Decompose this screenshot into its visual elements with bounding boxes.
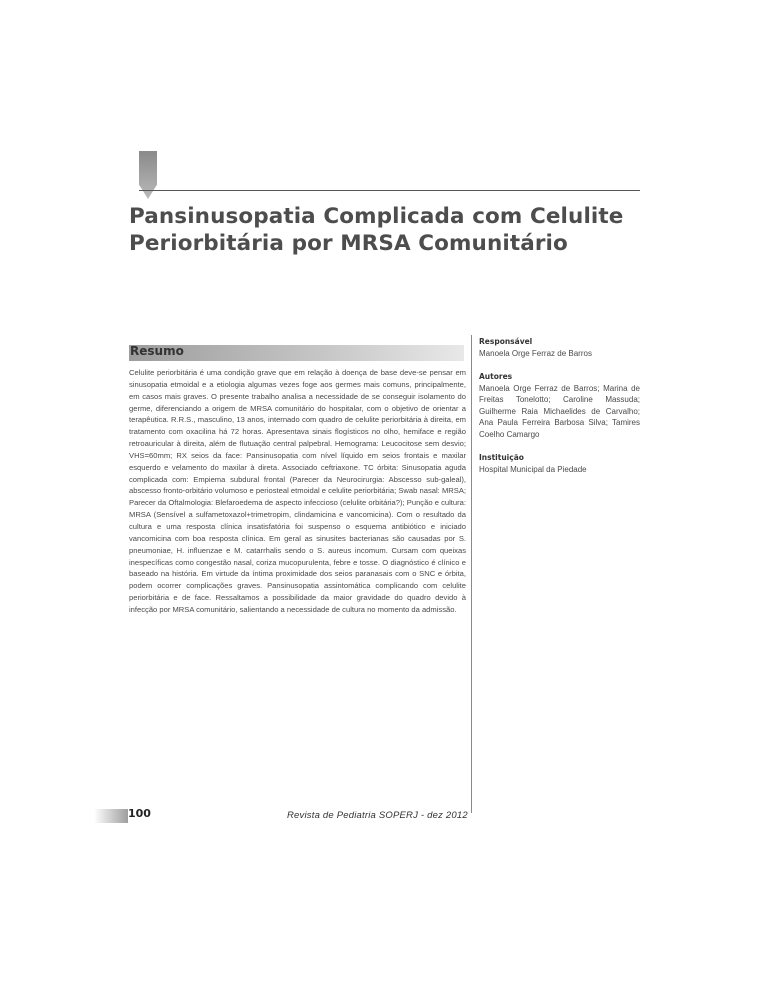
- sidebar: [479, 337, 640, 487]
- page-number-bar: [94, 809, 128, 823]
- responsavel-name: Manoela Orge Ferraz de Barros: [479, 349, 592, 358]
- page-number: 100: [128, 807, 151, 820]
- top-divider: [139, 190, 640, 191]
- decorative-accent-bar: [139, 151, 157, 199]
- journal-footer: Revista de Pediatria SOPERJ - dez 2012: [287, 810, 468, 821]
- abstract-heading-label: Resumo: [130, 344, 184, 358]
- responsavel-label: Responsável: [479, 337, 533, 346]
- instituicao-block: [479, 453, 640, 476]
- column-divider: [471, 335, 472, 813]
- abstract-text: Celulite periorbitária é uma condição grave que em relação à doença de base deve-se pensar em sinusopatia etmoidal e a etiologia algumas vezes foge aos germes mais comuns, principalmente, em casos mais graves. O presente trabalho analisa a necessidade de se conseguir isolamento do germe, diferenciando a origem de MRSA comunitário do hospitalar, com o objetivo de orientar a terapêutica. R.R.S., masculino, 13 anos, internado com quadro de celulite periorbitária à direita, em tratamento com oxacilina há 72 horas. Apresentava sinais flogísticos no olho, hemiface e região retroauricular à direita, além de flutuação central palpebral. Hemograma: Leucocitose sem desvio; VHS=60mm; RX seios da face: Pansinusopatia com nível líquido em seios frontais e maxilar esquerdo e velamento do maxilar à direta. Associado ceftriaxone. TC órbita: Sinusopatia aguda complicada com: Empiema subdural frontal (Parecer da Neurocirurgia: Abscesso sub-galeal), abscesso fronto-orbitário volumoso e periosteal etmoidal e celulite periorbitária; Swab nasal: MRSA; Parecer da Oftalmologia: Blefaroedema de aspecto infeccioso (celulite orbitária?); Punção e cultura: MRSA (Sensível a sulfametoxazol+trimetropim, clindamicina e vancomicina). Com o resultado da cultura e uma resposta clínica insatisfatória foi suspenso o esquema antibiótico e iniciado vancomicina com boa resposta clínica. Em geral as sinusites bacterianas são causadas por S. pneumoniae, H. influenzae e M. catarrhalis sendo o S. aureus incomum. Cursam com queixas inespecíficas como congestão nasal, coriza mucopurulenta, febre e tosse. O diagnóstico é clínico e baseado na história. Em virtude da íntima proximidade dos seios paranasais com o SNC e órbita, podem ocorrer complicações graves. Pansinusopatia assintomática complicando com celulite periorbitária e de face. Ressaltamos a possibilidade da maior gravidade do quadro devido à infecção por MRSA comunitário, salientando a necessidade de cultura no momento da admissão.: [129, 368, 466, 614]
- autores-label: Autores: [479, 371, 513, 381]
- article-title-line-2: Periorbitária por MRSA Comunitário: [129, 231, 568, 256]
- autores-names: Manoela Orge Ferraz de Barros; Marina de Freitas Tonelotto; Caroline Massuda; Guilherme Raia Michaelides de Carvalho; Ana Paula Ferreira Barbosa Silva; Tamires Coelho Camargo: [479, 383, 640, 439]
- instituicao-name: Hospital Municipal da Piedade: [479, 464, 587, 474]
- autores-block: [479, 372, 640, 441]
- abstract-heading: [129, 345, 464, 361]
- instituicao-label: Instituição: [479, 452, 524, 462]
- responsavel-block: [479, 337, 640, 360]
- article-title-line-1: Pansinusopatia Complicada com Celulite: [129, 204, 624, 229]
- article-title: [129, 203, 649, 257]
